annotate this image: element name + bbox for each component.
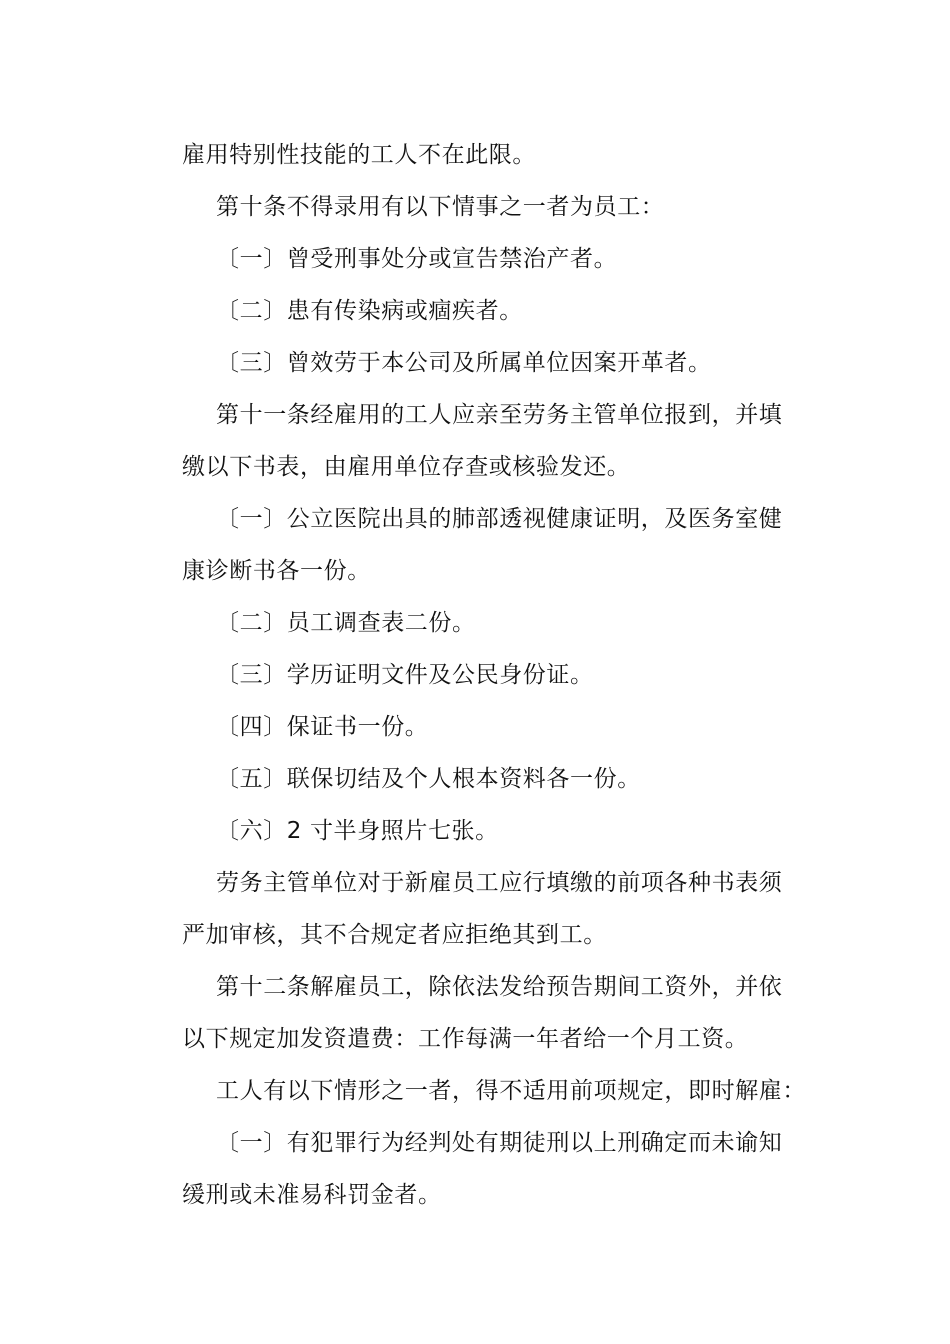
text-line: 〔二〕患有传染病或痼疾者。 — [216, 298, 523, 324]
text-line: 康诊断书各一份。 — [182, 558, 371, 584]
text-line: 以下规定加发资遣费：工作每满一年者给一个月工资。 — [182, 1026, 749, 1052]
text-line: 第十条不得录用有以下情事之一者为员工： — [216, 194, 665, 220]
text-line: 〔六〕2 寸半身照片七张。 — [216, 818, 499, 844]
text-line: 劳务主管单位对于新雇员工应行填缴的前项各种书表须 — [216, 870, 783, 896]
text-line: 〔五〕联保切结及个人根本资料各一份。 — [216, 766, 641, 792]
text-line: 雇用特别性技能的工人不在此限。 — [182, 142, 536, 168]
text-line: 〔一〕曾受刑事处分或宣告禁治产者。 — [216, 246, 618, 272]
text-line: 缴以下书表，由雇用单位存查或核验发还。 — [182, 454, 631, 480]
text-line: 〔一〕有犯罪行为经判处有期徒刑以上刑确定而未谕知 — [216, 1130, 783, 1156]
text-line: 工人有以下情形之一者，得不适用前项规定，即时解雇： — [216, 1078, 806, 1104]
text-line: 第十二条解雇员工，除依法发给预告期间工资外，并依 — [216, 974, 783, 1000]
text-line: 〔四〕保证书一份。 — [216, 714, 429, 740]
text-line: 〔二〕员工调查表二份。 — [216, 610, 476, 636]
text-line: 〔一〕公立医院出具的肺部透视健康证明，及医务室健 — [216, 506, 783, 532]
text-line: 缓刑或未准易科罚金者。 — [182, 1182, 442, 1208]
text-line: 第十一条经雇用的工人应亲至劳务主管单位报到，并填 — [216, 402, 783, 428]
text-line: 严加审核，其不合规定者应拒绝其到工。 — [182, 922, 607, 948]
text-line: 〔三〕曾效劳于本公司及所属单位因案开革者。 — [216, 350, 712, 376]
text-line: 〔三〕学历证明文件及公民身份证。 — [216, 662, 594, 688]
